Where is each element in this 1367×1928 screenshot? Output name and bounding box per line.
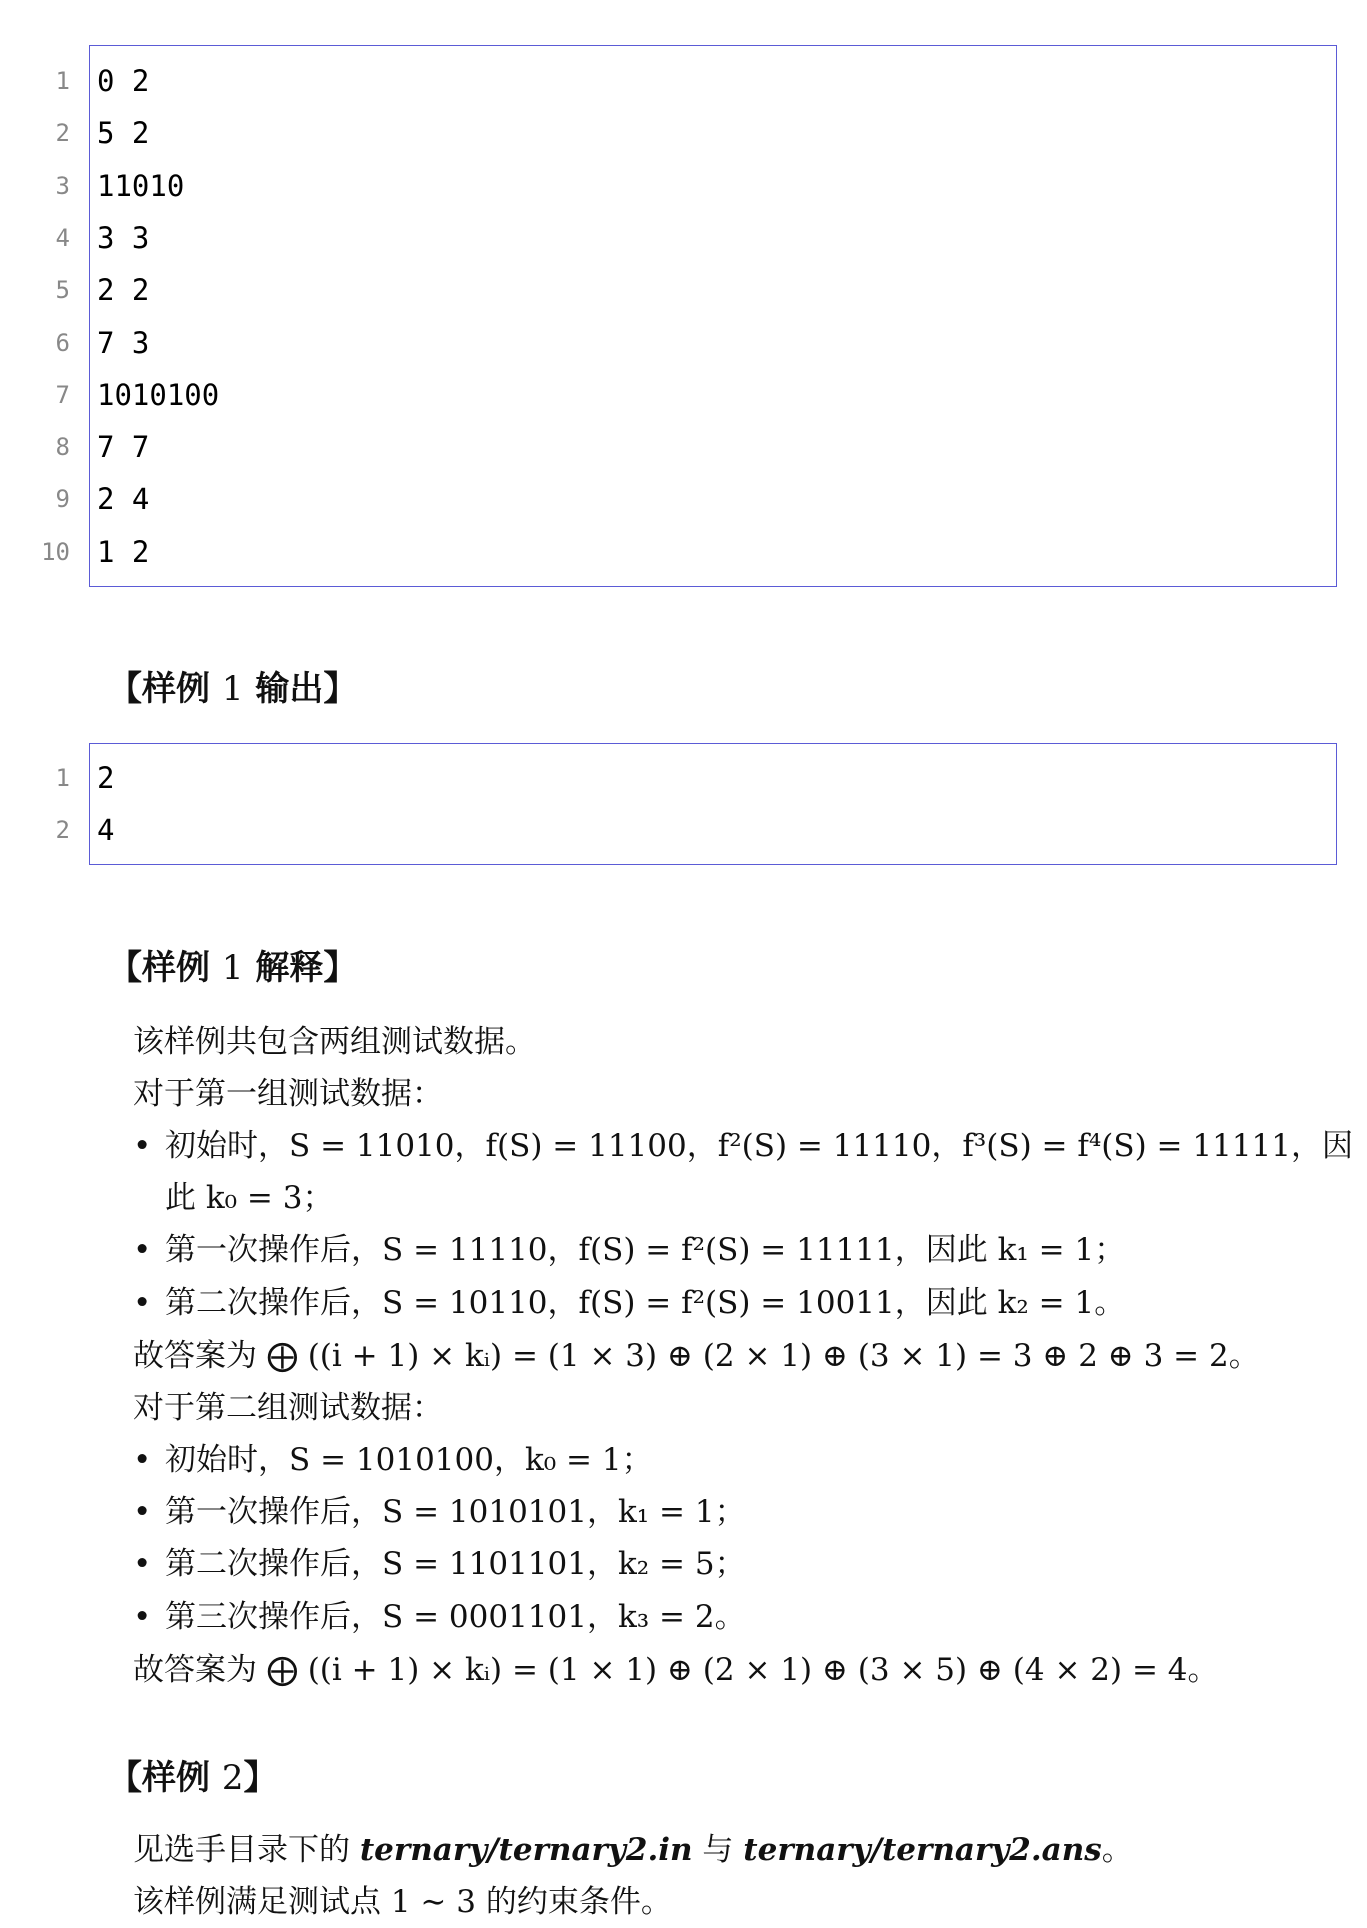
code-line bbox=[0, 212, 1367, 264]
code-text: 1 2 bbox=[97, 534, 150, 569]
code-text: 2 2 bbox=[97, 273, 150, 308]
code-line bbox=[0, 107, 1367, 159]
line-number: 7 bbox=[55, 380, 70, 409]
code-line bbox=[0, 369, 1367, 421]
sample2-constraint-line: 该样例满足测试点 1 ∼ 3 的约束条件。 bbox=[133, 1884, 672, 1920]
code-line bbox=[0, 752, 1367, 804]
line-number: 9 bbox=[55, 485, 70, 514]
code-text: 2 bbox=[97, 761, 115, 795]
code-text: 11010 bbox=[97, 168, 185, 203]
code-line bbox=[0, 160, 1367, 212]
line-number: 4 bbox=[55, 223, 70, 252]
bullet-dot: • bbox=[133, 1232, 152, 1268]
line-number: 10 bbox=[41, 537, 70, 566]
bullet-dot: • bbox=[133, 1546, 152, 1582]
code-text: 7 7 bbox=[97, 430, 150, 465]
line-number: 2 bbox=[55, 816, 70, 845]
group2-title: 对于第二组测试数据： bbox=[133, 1390, 443, 1426]
line-number: 5 bbox=[55, 276, 70, 305]
code-text: 1010100 bbox=[97, 377, 220, 412]
code-text: 0 2 bbox=[97, 64, 150, 98]
bullet-dot: • bbox=[133, 1494, 152, 1530]
bullet-dot: • bbox=[133, 1599, 152, 1635]
group1-answer: 故答案为 ⨁ ((i + 1) × kᵢ) = (1 × 3) ⊕ (2 × 1) ⊕ (3 × 1) = 3 ⊕ 2 ⊕ 3 = 2。 bbox=[133, 1338, 1260, 1374]
sample2-heading: 【样例 2】 bbox=[108, 1758, 278, 1798]
code-line bbox=[0, 55, 1367, 107]
code-text: 7 3 bbox=[97, 325, 150, 360]
line-number: 3 bbox=[55, 171, 70, 200]
sample2-files-line: 见选手目录下的 ternary/ternary2.in 与 ternary/ternary2.ans。 bbox=[133, 1832, 1133, 1868]
code-text: 4 bbox=[97, 813, 115, 848]
code-text: 5 2 bbox=[97, 116, 150, 151]
line-number: 2 bbox=[55, 119, 70, 148]
bullet-dot: • bbox=[133, 1128, 152, 1164]
file-ternary2-in: ternary/ternary2.in bbox=[359, 1832, 693, 1868]
code-line bbox=[0, 421, 1367, 473]
code-line bbox=[0, 526, 1367, 578]
sample-output-heading: 【样例 1 输出】 bbox=[108, 669, 358, 709]
file-ternary2-ans: ternary/ternary2.ans bbox=[743, 1832, 1102, 1868]
bullet-dot: • bbox=[133, 1442, 152, 1478]
code-line bbox=[0, 317, 1367, 369]
code-line bbox=[0, 804, 1367, 856]
line-number: 1 bbox=[55, 67, 70, 95]
bullet-dot: • bbox=[133, 1285, 152, 1321]
line-number: 8 bbox=[55, 433, 70, 462]
line-number: 1 bbox=[55, 764, 70, 792]
code-text: 2 4 bbox=[97, 482, 150, 517]
code-text: 3 3 bbox=[97, 220, 150, 255]
code-line bbox=[0, 264, 1367, 316]
group2-answer: 故答案为 ⨁ ((i + 1) × kᵢ) = (1 × 1) ⊕ (2 × 1) ⊕ (3 × 5) ⊕ (4 × 2) = 4。 bbox=[133, 1652, 1219, 1688]
line-number: 6 bbox=[55, 328, 70, 357]
code-line bbox=[0, 473, 1367, 525]
group1-title: 对于第一组测试数据： bbox=[133, 1076, 443, 1112]
sample-explanation-heading: 【样例 1 解释】 bbox=[108, 948, 358, 988]
explanation-intro: 该样例共包含两组测试数据。 bbox=[133, 1024, 536, 1060]
